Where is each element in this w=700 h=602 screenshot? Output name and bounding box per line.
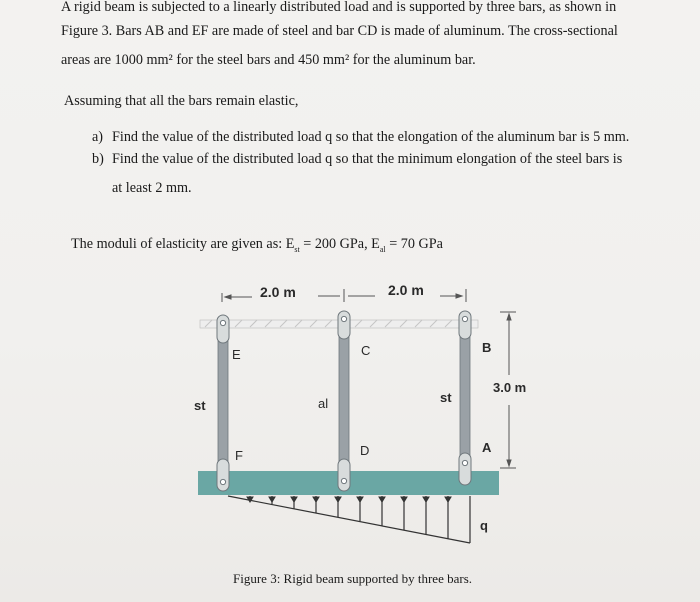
pin-C [338,311,350,339]
label-C: C [361,343,371,358]
intro-line-3: areas are 1000 mm² for the steel bars and 450 mm² for the aluminum bar. [61,52,476,68]
pin-D [338,459,350,491]
moduli-mid: = 200 GPa, E [299,236,380,252]
dim-right-label: 2.0 m [388,282,424,298]
label-D: D [360,443,370,458]
label-st-right: st [440,390,452,405]
moduli-prefix: The moduli of elasticity are given as: E [71,236,295,252]
pin-F [217,459,229,491]
label-st-left: st [194,398,206,413]
label-A: A [482,440,492,455]
part-b-label: b) [92,151,104,167]
moduli-suffix: = 70 GPa [385,236,443,252]
moduli-al-sub: al [379,244,386,254]
pin-A [459,453,471,485]
part-b-text: Find the value of the distributed load q so that the minimum elongation of the steel bars is [112,151,623,167]
part-a-text: Find the value of the distributed load q so that the elongation of the aluminum bar is 5 mm. [112,129,630,145]
intro-line-2: Figure 3. Bars AB and EF are made of steel and bar CD is made of aluminum. The cross-sectional [61,23,618,39]
distributed-load [228,496,470,543]
label-B: B [482,340,492,355]
bar-AB [460,328,470,470]
label-q: q [480,518,488,533]
figure-caption: Figure 3: Rigid beam supported by three bars. [233,571,473,586]
intro-line-1: A rigid beam is subjected to a linearly distributed load and is supported by three bars, as shown in [61,0,617,15]
label-al: al [318,396,329,411]
top-dimension-line [222,289,466,302]
bar-CD [339,328,349,470]
pin-B [459,311,471,339]
part-b-continuation: at least 2 mm. [112,180,192,196]
pin-E [217,315,229,343]
assumption-text: Assuming that all the bars remain elastic, [64,93,299,109]
label-F: F [235,448,243,463]
dim-height-label: 3.0 m [493,380,527,395]
part-a-label: a) [92,129,104,145]
moduli-st-sub: st [294,244,300,254]
dim-left-label: 2.0 m [260,284,296,300]
bar-EF [218,330,228,470]
label-E: E [232,347,241,362]
